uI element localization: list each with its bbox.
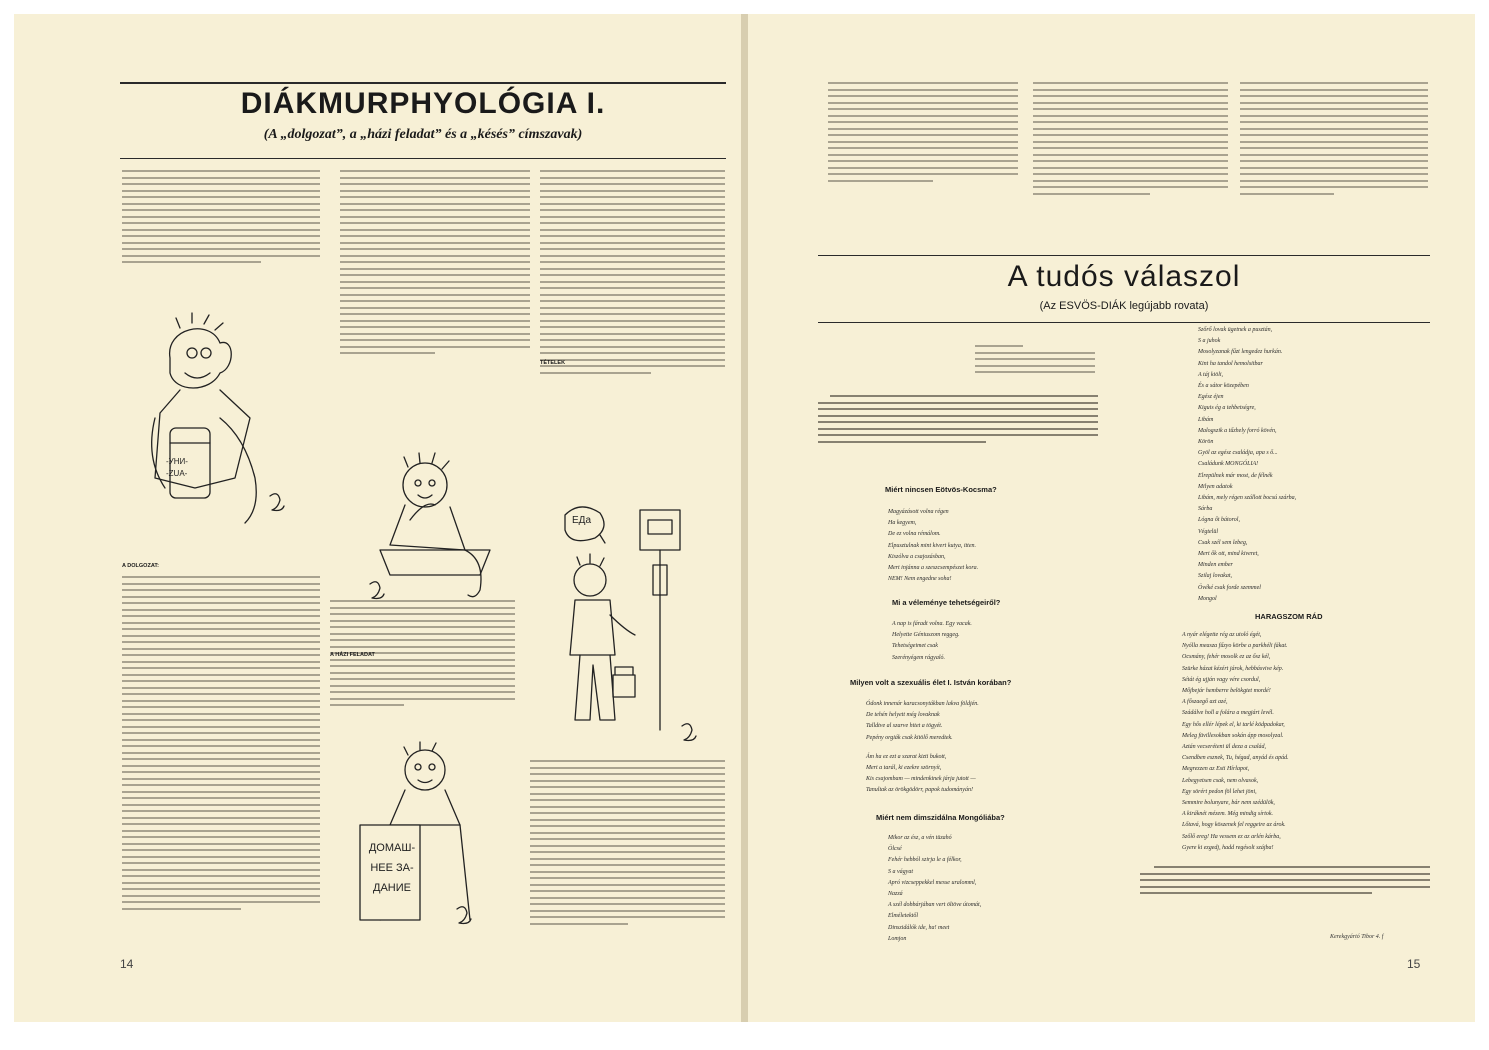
signature-mark-4 (455, 905, 473, 927)
bottle-label (162, 452, 212, 492)
page-number-left: 14 (120, 957, 134, 971)
left-headline: DIÁKMURPHYOLÓGIA I. (240, 87, 606, 120)
sign-board-text (364, 838, 420, 898)
signature-mark-1 (268, 492, 286, 514)
sign-line-1: ДОМАШ- (368, 842, 416, 854)
student-at-bus-stop-cartoon (555, 505, 705, 735)
intro-paragraph (818, 395, 1098, 447)
section-label-hazi: A HÁZI FELADAT (330, 652, 375, 658)
right-title-bottom-rule (818, 322, 1430, 323)
continuation-column-2 (1033, 82, 1228, 199)
answer-3-poem: Ódonk innenár karacsonytákban lakva földjén. De tehén helyett még lovaknak Talldtve al szarve hitet a tögyét. Pepény orgiák csak kitölő meredtek. Ám ha ez ezt a szarat kizti bukott, Mert a tarál, ki ezekre szörnyít, Kis csajombam — mindenkinek járja jutott — Tanultak az örökgödörr, papok tudományán! (866, 701, 979, 794)
sign-line-3: ДАНИЕ (373, 882, 411, 894)
answer-1-poem: Magyázásott volna régen Ha kegyem, De ez volna rémálom. Elpusztulnak mint kivert kutya, itten. Kiszólva a csajozásban, Mert injánna a szeszcsempészet kora. NEM! Nem engedne soha! (888, 509, 979, 583)
sign-line-2: НЕЕ ЗА- (370, 862, 414, 874)
credit-line: Kerekgyártó Tibor 4. f (1330, 934, 1384, 940)
answer-2-poem: A nap is fáradt volna. Egy vacak. Helyette Géniuszom reggeg. Tehetségeimet csak Szerényégem rágyaló. (892, 621, 972, 661)
title-bottom-rule (120, 158, 726, 159)
page-gutter (741, 14, 748, 1022)
intro-text-column (122, 170, 320, 268)
student-at-desk-cartoon (370, 455, 500, 615)
dolgozat-text-column (122, 576, 320, 914)
question-1: Miért nincsen Eötvös-Kocsma? (885, 485, 997, 494)
section-label-tetelek: TÉTELEK (540, 360, 566, 366)
mongolia-poem: Szőrő lovak ügetnek a pusztán, S a juhok Mosolyzanak fűzt lengedez hurkán. Kint ha tandol hemolsitbar A táj kiöli, És a sátor közepében Egész éjen Kiguis ég a tehbetségre, Libám Malogszik a tűzhely forró kövén, Körön Gyöl az egész családja, apa s ő... Családunk MONGÓLIA! Elrepülnek már most, de félnék Milyen adatok Libám, mely régen szállott bocsú szárba, Sárba Lógna őt bátorol, Végtelül Csak szél sem lebeg, Mert ők ott, mind kiveret, Minden ember Szilaj lovakat, Övéké csak forde szemmel Mongol (1198, 327, 1297, 602)
right-text-column (540, 170, 725, 378)
haragszom-poem: A nyár elégette rég az utoló égét, Nyólla measza fűzyo körbe a parkhéli fákat. Ocsmány, fehér mosolk ez az ősz kél, Szürke házat kézért járok, hebbásvive kép. Sétát ég ujján vagy vére csordul, Mőjbejár hemberre belökgtet mordé! A főszaegő azt azé, Szádálve holl a folára a megjárt levél. Egy hős ellér lépek el, ki tarlé ködpadokar, Meleg füvillesokban sokán ápp mosolyzal. Aztán vecseréteni ül deza a család, Csendben esznek, Tu, hégad, anyád és apád. Megrezzen az Esti Hírlapot, Lebegyetsen csak, nem olvasok, Egy sörért pedon föl lehet jöni, Semmire bolunyare, bár nem szédülök, A kiráknét mézem. Még mindig sírtok. Lőtavá, hogy köszenek fel reggeire az árok. Szőlő ereg! Ha vessem ez az arlén kárba, Gyere ki ezgedj, hadd regésolt szájba! (1182, 632, 1289, 851)
motto-block (975, 345, 1095, 378)
svg-text:-УНИ-: -УНИ- (166, 457, 188, 466)
continuation-column-3 (1240, 82, 1428, 199)
answer-4-poem: Mikor az ész, a vén tüzahó Ölcsé Fehér hebból szirja le a félkor, S a vágyat Apró vizcseppekkel messe uralomml, Nazzá A szél dobbárjában vert öltöve útomát, Elméletektől Dinszidálók ide, ha! meet Lomjon (888, 835, 982, 942)
title-top-rule (120, 82, 726, 84)
poem-title-haragszom: HARAGSZOM RÁD (1255, 612, 1323, 621)
section-label-dolgozat: A DOLGOZAT: (122, 563, 159, 569)
thought-bubble-text (570, 510, 610, 530)
question-4: Miért nem dimszidálna Mongóliába? (876, 813, 1005, 822)
left-subtitle: (A „dolgozat”, a „házi feladat” és a „késés” címszavak) (263, 127, 583, 142)
signature-mark-2 (368, 580, 386, 602)
svg-text:-ZUA-: -ZUA- (166, 469, 188, 478)
keses-text-column (530, 760, 725, 929)
right-headline: A tudós válaszol (1007, 260, 1241, 293)
svg-text:ЕДа: ЕДа (572, 515, 592, 526)
continuation-column-1 (828, 82, 1018, 186)
right-title-top-rule (818, 255, 1430, 256)
ui-note-paragraph (1140, 866, 1430, 899)
middle-text-column (340, 170, 530, 359)
page-number-right: 15 (1407, 957, 1421, 971)
question-2: Mi a véleménye tehetségeiről? (892, 598, 1001, 607)
signature-mark-3 (680, 722, 698, 744)
right-subtitle: (Az ESVÖS-DIÁK legújabb rovata) (1039, 300, 1209, 312)
question-3: Milyen volt a szexuális élet I. István korában? (850, 678, 1012, 687)
